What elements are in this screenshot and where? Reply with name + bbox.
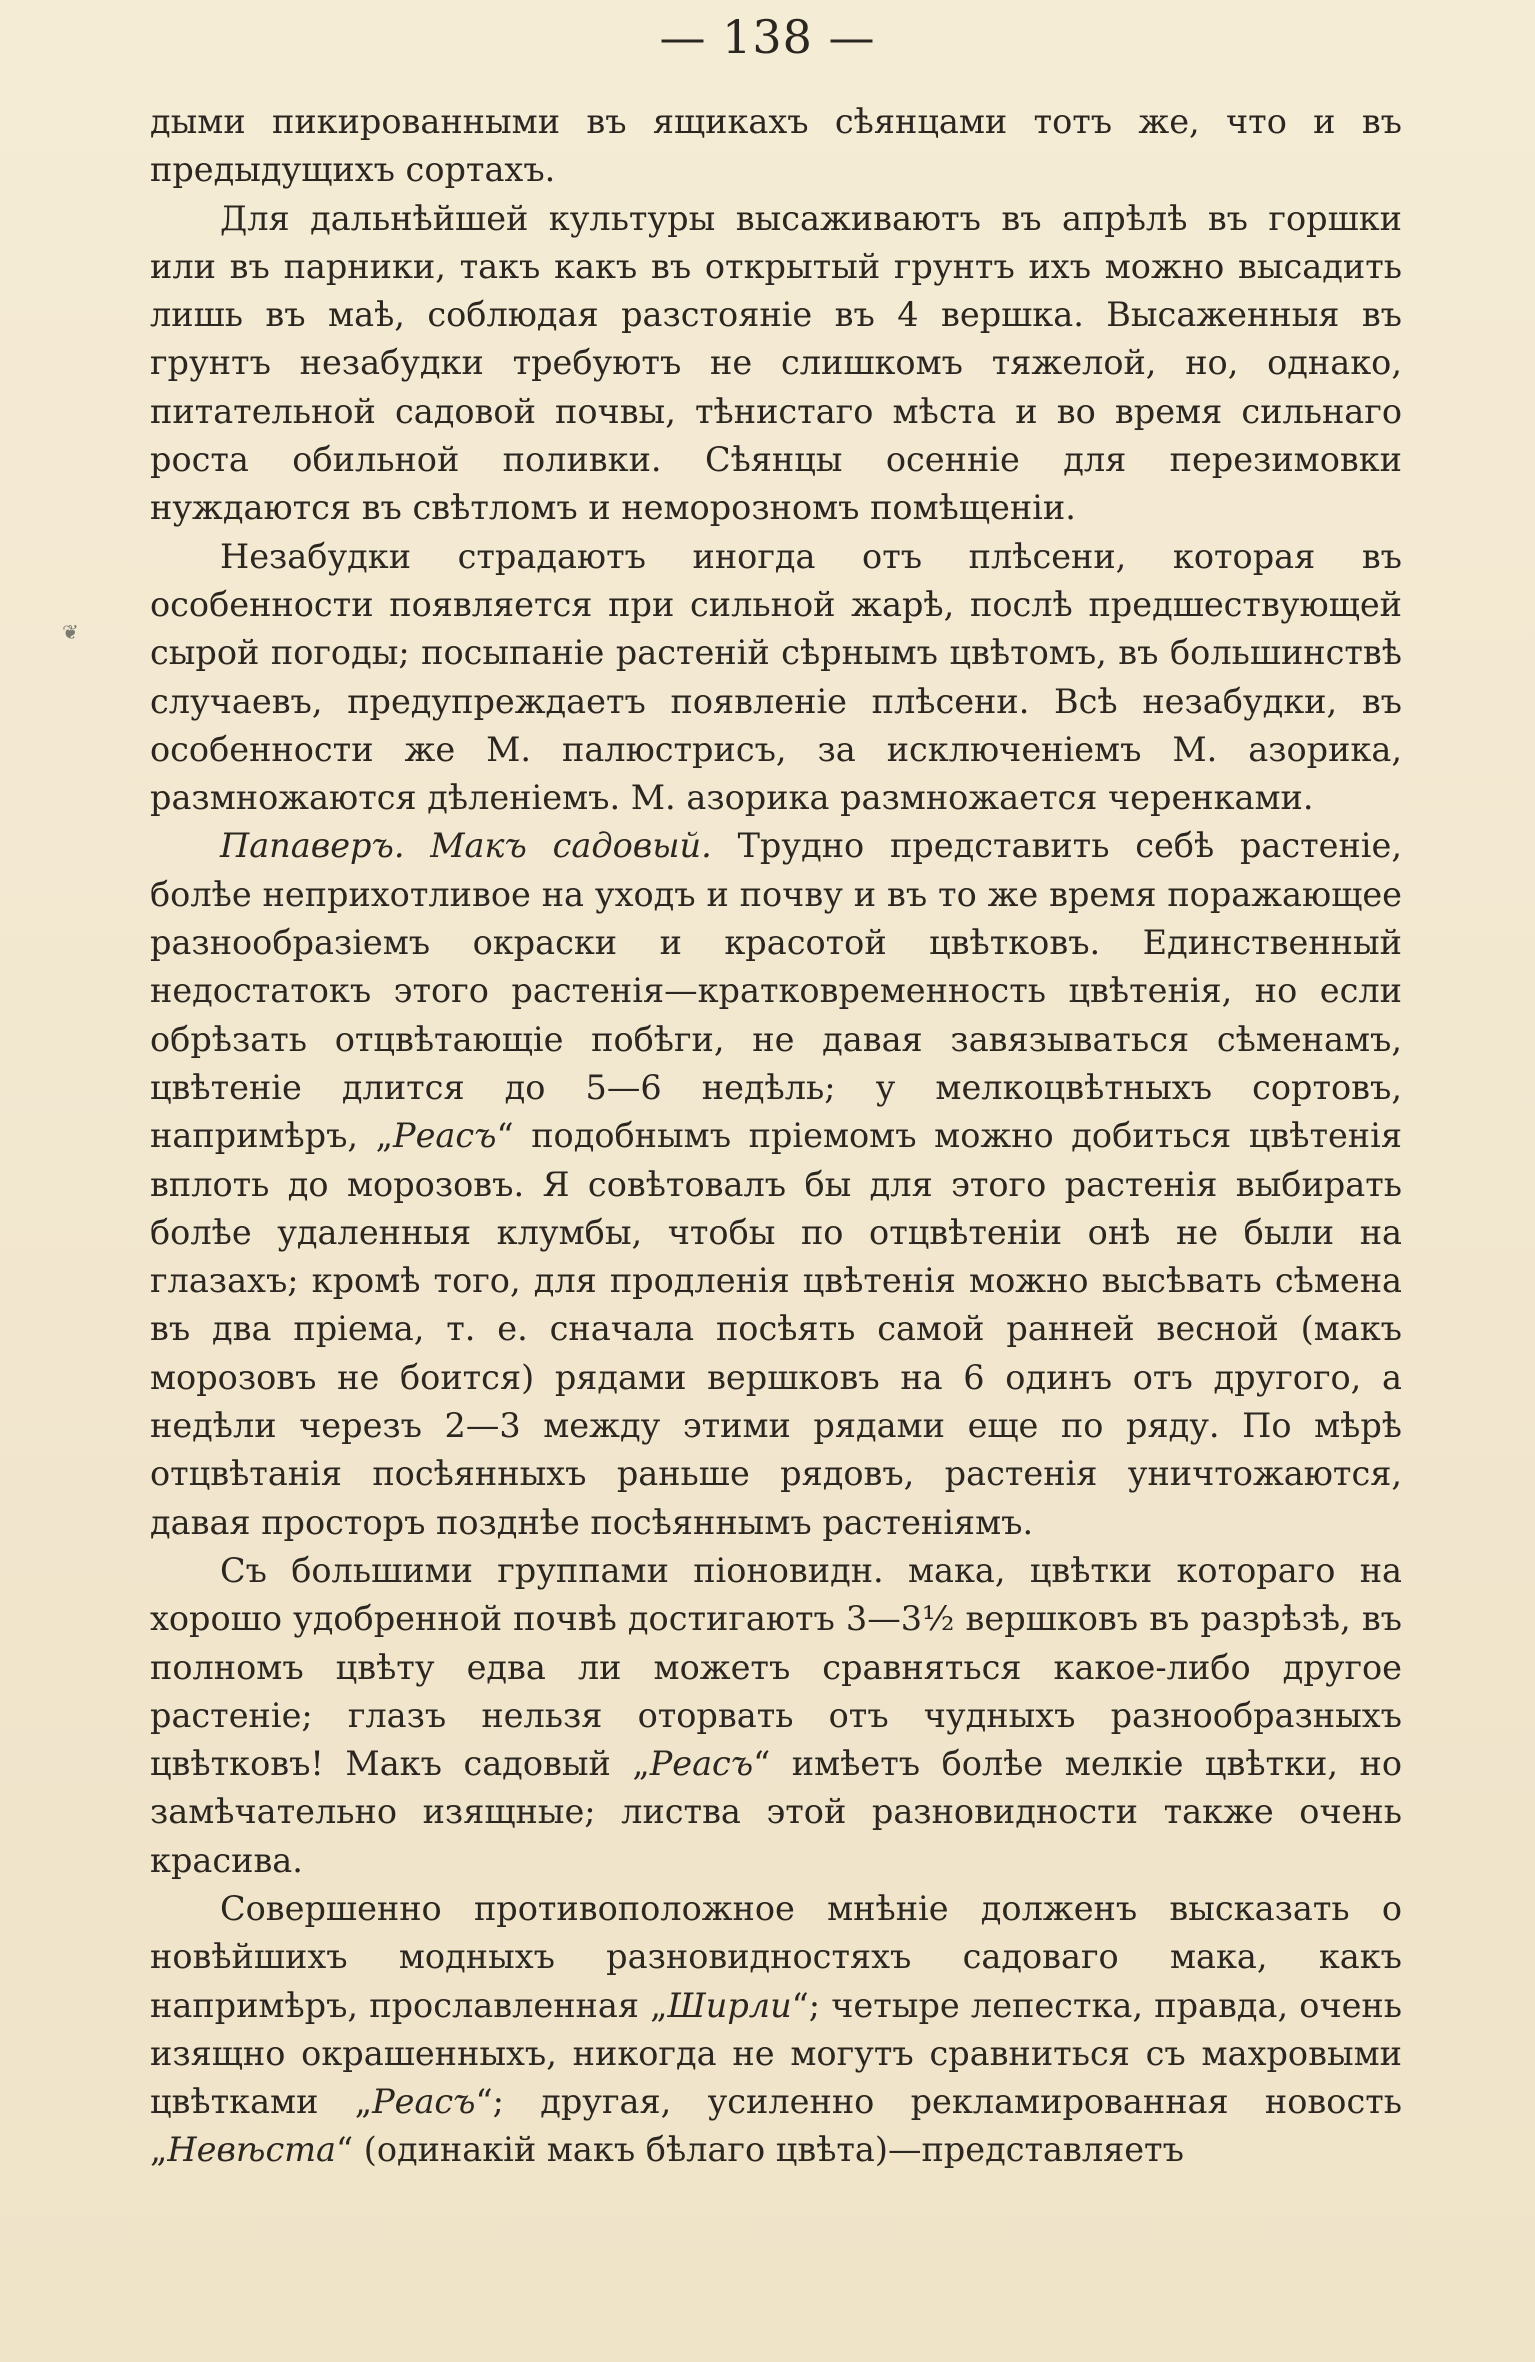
italic-term: Ширли — [667, 1985, 792, 2025]
paragraph — [150, 98, 1402, 195]
paragraph — [150, 1885, 1402, 2175]
paragraph-text: “; другая, усиленно рекламированная новость „ — [150, 2082, 1402, 2170]
paragraph-text: “; четыре лепестка, правда, очень изящно окрашенныхъ, никогда не могутъ сравниться съ махровыми цвѣтками „ — [150, 1985, 1403, 2122]
paragraph-text: Съ большими группами піоновидн. мака, цвѣтки котораго на хорошо удобренной почвѣ достигаютъ 3—3½ вершковъ въ разрѣзѣ, въ полномъ цвѣту едва ли можетъ сравняться какое-либо другое растеніе; глазъ нельзя оторвать отъ чудныхъ разнообразныхъ цвѣтковъ! Макъ садовый „ — [150, 1550, 1402, 1784]
italic-term: Реасъ — [372, 2082, 476, 2122]
italic-heading: Папаверъ. Макъ садовый. — [220, 826, 712, 866]
paragraph-text: “ имѣетъ болѣе мелкіе цвѣтки, но замѣчательно изящные; листва этой разновидности также очень красива. — [150, 1744, 1402, 1880]
paragraph — [150, 533, 1402, 823]
italic-term: Невѣста — [167, 2130, 336, 2170]
ink-smudge: ❦ — [62, 620, 79, 644]
paragraph — [150, 1547, 1402, 1885]
italic-term: Реасъ — [649, 1744, 754, 1784]
paragraph-text: “ подобнымъ пріемомъ можно добиться цвѣтенія вплоть до морозовъ. Я совѣтовалъ бы для этого растенія выбирать болѣе удаленныя клумбы, чтобы по отцвѣтеніи онѣ не были на глазахъ; кромѣ того, для продленія цвѣтенія можно высѣвать сѣмена въ два пріема, т. е. сначала посѣять самой ранней весной (макъ морозовъ не боится) рядами вершковъ на 6 одинъ отъ другого, а недѣли черезъ 2—3 между этими рядами еще по ряду. По мѣрѣ отцвѣтанія посѣянныхъ раньше рядовъ, растенія уничтожаются, давая просторъ позднѣе посѣяннымъ растеніямъ. — [150, 1116, 1402, 1542]
paragraph-text: Совершенно противоположное мнѣніе долженъ высказать о новѣйшихъ модныхъ разновидностяхъ садоваго мака, какъ напримѣръ, прославленная „ — [150, 1888, 1402, 2025]
italic-term: Реасъ — [393, 1116, 497, 1156]
paragraph — [150, 195, 1402, 533]
body-text — [150, 98, 1402, 2175]
page-number: — 138 — — [659, 10, 876, 64]
paragraph-text: “ (одинакій макъ бѣлаго цвѣта)—представляетъ — [335, 2130, 1184, 2170]
paragraph — [150, 822, 1402, 1546]
paragraph-text: Для дальнѣйшей культуры высаживаютъ въ апрѣлѣ въ горшки или въ парники, такъ какъ въ открытый грунтъ ихъ можно высадить лишь въ маѣ, соблюдая разстояніе въ 4 вершка. Высаженныя въ грунтъ незабудки требуютъ не слишкомъ тяжелой, но, однако, питательной садовой почвы, тѣнистаго мѣста и во время сильнаго роста обильной поливки. Сѣянцы осенніе для перезимовки нуждаются въ свѣтломъ и неморозномъ помѣщеніи. — [150, 198, 1402, 528]
paragraph-text: Трудно представить себѣ растеніе, болѣе неприхотливое на уходъ и почву и въ то же время поражающее разнообразіемъ окраски и красотой цвѣтковъ. Единственный недостатокъ этого растенія—кратковременность цвѣтенія, но если обрѣзать отцвѣтающіе побѣги, не давая завязываться сѣменамъ, цвѣтеніе длится до 5—6 недѣль; у мелкоцвѣтныхъ сортовъ, напримѣръ, „ — [150, 826, 1402, 1156]
paragraph-text: дыми пикированными въ ящикахъ сѣянцами тотъ же, что и въ предыдущихъ сортахъ. — [150, 102, 1402, 190]
paragraph-text: Незабудки страдаютъ иногда отъ плѣсени, которая въ особенности появляется при сильной жарѣ, послѣ предшествующей сырой погоды; посыпаніе растеній сѣрнымъ цвѣтомъ, въ большинствѣ случаевъ, предупреждаетъ появленіе плѣсени. Всѣ незабудки, въ особенности же М. палюстрисъ, за исключеніемъ М. азорика, размножаются дѣленіемъ. М. азорика размножается черенками. — [150, 536, 1402, 818]
